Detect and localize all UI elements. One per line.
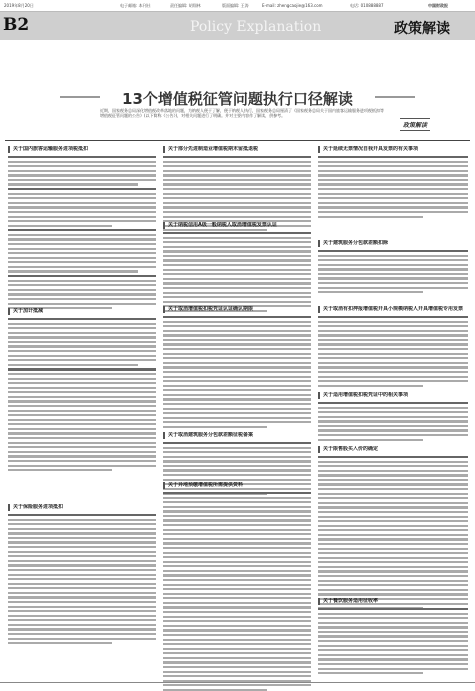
section-heading: 关于部分先进制造业增值税期末留抵退税	[163, 146, 311, 153]
section-english-title: Policy Explanation	[190, 19, 322, 35]
article-intro: 近期，国家税务总局深化增值税改革落地的问题，为纳税人便于了解，便于纳税人执行，国家税务总局厘清了《国家税务总局关于国内旅客运输服务进项税抵扣等增值税征管问题的公告》(以下简称《公告》)，对相关问题进行了明确。并对主要内容作了解读，供参考。	[100, 108, 384, 119]
article-section	[318, 146, 468, 218]
topbar-item: 电子邮箱: 本刊社	[120, 3, 151, 8]
article-section	[163, 146, 311, 231]
article-headline: 13个增值税征管问题执行口径解读	[122, 90, 353, 108]
top-info-bar	[0, 0, 475, 12]
section-heading: 关于餐饮服务适用征收率	[318, 598, 468, 605]
topbar-item: 责任编辑: 胡翔林	[170, 3, 201, 8]
section-body	[318, 402, 468, 441]
divider	[5, 140, 470, 141]
page-code: B2	[3, 15, 30, 35]
column-stamp: 政策解读	[400, 118, 430, 131]
section-body	[318, 608, 468, 674]
newspaper-name: 中国财政报	[428, 3, 448, 8]
article-section	[318, 446, 468, 609]
section-body	[8, 156, 156, 309]
section-banner	[0, 12, 475, 40]
article-section	[163, 306, 311, 428]
section-body	[318, 250, 468, 293]
section-body	[318, 456, 468, 609]
section-chinese-title: 政策解读	[394, 21, 450, 37]
article-section	[318, 598, 468, 674]
article-section	[318, 306, 468, 387]
section-heading: 关于取消有扣押报增值税开具小规模纳税人开具增值税专用发票	[318, 306, 468, 313]
article-section	[163, 482, 311, 691]
article-section	[318, 240, 468, 293]
section-body	[163, 492, 311, 691]
section-heading: 关于适用增值税扣税凭证中的相关事项	[318, 392, 468, 399]
section-heading: 关于取消建筑服务分包款差额征税备案	[163, 432, 311, 439]
section-body	[163, 316, 311, 428]
section-body	[163, 156, 311, 231]
section-heading: 关于加计抵减	[8, 308, 156, 315]
section-heading: 关于纳税信用A级一般纳税人取消增值税发票认证	[163, 222, 311, 229]
article-section	[8, 504, 156, 644]
topbar-item: 电话: 010888887	[350, 3, 384, 8]
section-heading: 关于国内旅客运输服务进项税抵扣	[8, 146, 156, 153]
section-heading: 关于取消增值税扣税凭证认证确认期限	[163, 306, 311, 313]
section-body	[8, 514, 156, 644]
section-heading: 关于建筑服务分包款差额扣除	[318, 240, 468, 247]
section-heading: 关于延续无票情况自我开具发票的有关事项	[318, 146, 468, 153]
issue-date: 2019年8月20日	[4, 3, 34, 8]
section-heading: 关于保险服务进项抵扣	[8, 504, 156, 511]
article-section	[163, 222, 311, 312]
section-body	[8, 318, 156, 471]
section-heading: 关于异地预缴增值税所需提供资料	[163, 482, 311, 489]
article-section	[318, 392, 468, 441]
topbar-item: 版面编辑: 王涛	[222, 3, 249, 8]
headline-decoration-right	[375, 96, 415, 98]
topbar-item: E-mail: zhengcaojie@163.com	[262, 3, 323, 8]
section-heading: 关于限售股买入价的确定	[318, 446, 468, 453]
section-body	[163, 232, 311, 312]
section-body	[318, 156, 468, 218]
footer-divider	[0, 682, 475, 683]
article-section	[8, 308, 156, 471]
article-section	[8, 146, 156, 309]
section-body	[318, 316, 468, 387]
